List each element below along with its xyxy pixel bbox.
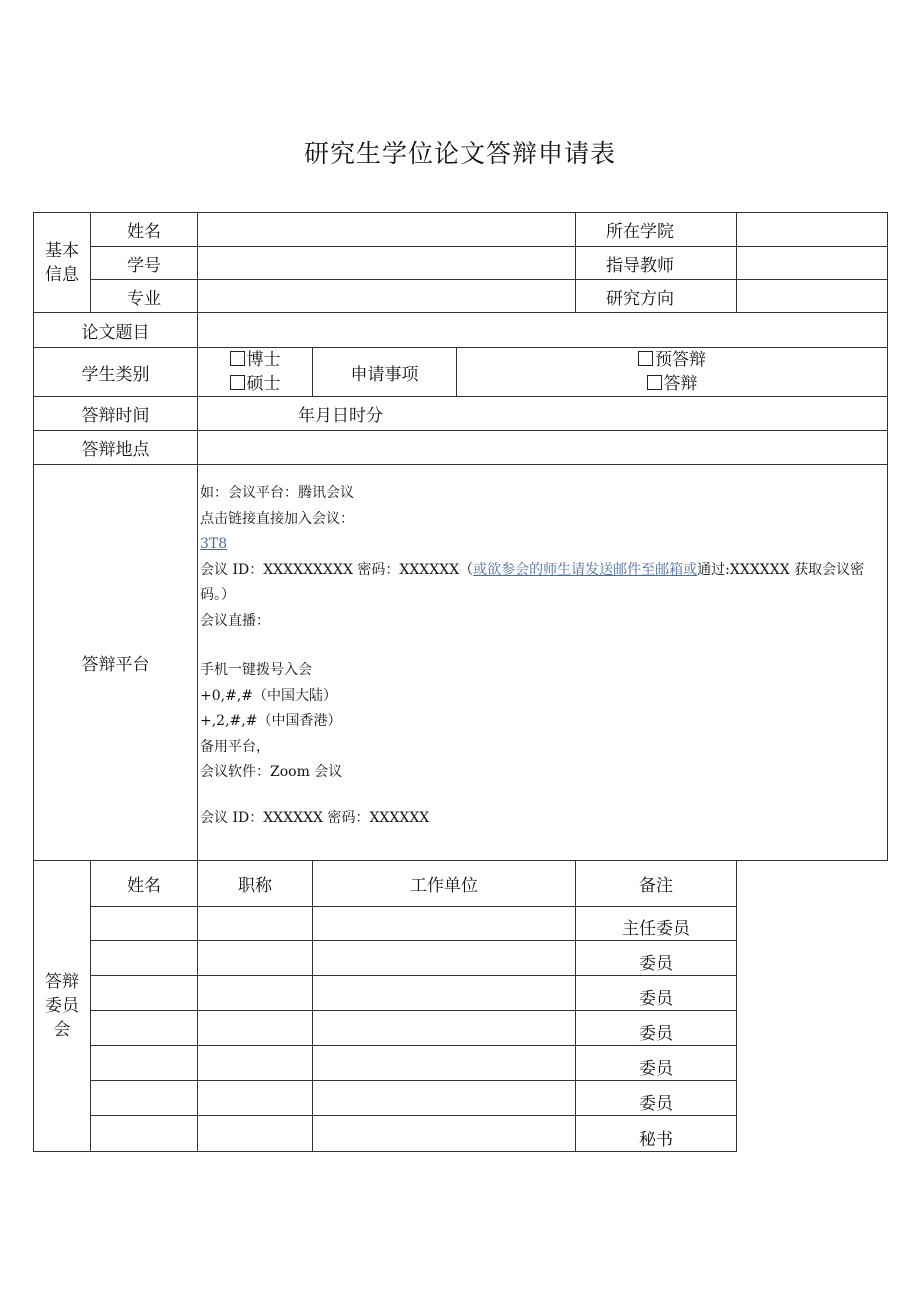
- meeting-link[interactable]: 3T8: [200, 536, 228, 552]
- platform-line: 点击链接直接加入会议：: [200, 510, 354, 527]
- committee-header-workplace: 工作单位: [313, 861, 576, 907]
- platform-line: 会议 ID：XXXXXX 密码：XXXXXX: [200, 809, 430, 826]
- member-name-field[interactable]: [91, 976, 198, 1011]
- committee-header-title: 职称: [198, 861, 313, 907]
- basic-info-label: 基本 信息: [34, 213, 91, 313]
- checkbox-icon[interactable]: [230, 351, 245, 366]
- member-role: 委员: [576, 1011, 737, 1046]
- defense-time-label: 答辩时间: [34, 397, 198, 431]
- advisor-label: 指导教师: [576, 247, 737, 280]
- member-title-field[interactable]: [198, 1081, 313, 1116]
- apply-item-options: [457, 348, 888, 397]
- application-form: [33, 212, 888, 1152]
- member-name-field[interactable]: [91, 1081, 198, 1116]
- research-direction-field[interactable]: [737, 280, 888, 313]
- member-role: 主任委员: [576, 907, 737, 941]
- research-direction-label: 研究方向: [576, 280, 737, 313]
- member-title-field[interactable]: [198, 941, 313, 976]
- member-name-field[interactable]: [91, 1011, 198, 1046]
- member-name-field[interactable]: [91, 1046, 198, 1081]
- member-name-field[interactable]: [91, 1116, 198, 1152]
- email-link[interactable]: 或欲参会的师生请发送邮件至邮箱或: [473, 561, 698, 578]
- option-pre-defense[interactable]: 预答辩: [457, 348, 887, 372]
- member-role: 委员: [576, 941, 737, 976]
- member-title-field[interactable]: [198, 1011, 313, 1046]
- platform-line: 如：会议平台：腾讯会议: [200, 485, 354, 501]
- member-workplace-field[interactable]: [313, 976, 576, 1011]
- member-title-field[interactable]: [198, 1046, 313, 1081]
- student-type-label: 学生类别: [34, 348, 198, 397]
- apply-item-label: 申请事项: [313, 348, 457, 397]
- thesis-title-label: 论文题目: [34, 313, 198, 348]
- thesis-title-field[interactable]: [198, 313, 888, 348]
- student-type-options: [198, 348, 313, 397]
- advisor-field[interactable]: [737, 247, 888, 280]
- member-title-field[interactable]: [198, 1116, 313, 1152]
- platform-line: 会议 ID：XXXXXXXXX 密码：XXXXXX（或欲参会的师生请发送邮件至邮箱或通过:XXXXXX 获取会议密码。）: [200, 561, 865, 603]
- defense-platform-field[interactable]: [198, 465, 888, 861]
- member-title-field[interactable]: [198, 907, 313, 941]
- platform-line: 会议直播：: [200, 612, 270, 629]
- option-master[interactable]: 硕士: [198, 372, 312, 396]
- name-label: 姓名: [91, 213, 198, 247]
- platform-line: +,2,#,#（中国香港）: [200, 713, 342, 729]
- checkbox-icon[interactable]: [230, 375, 245, 390]
- checkbox-icon[interactable]: [638, 351, 653, 366]
- member-workplace-field[interactable]: [313, 1116, 576, 1152]
- member-workplace-field[interactable]: [313, 907, 576, 941]
- committee-header-remark: 备注: [576, 861, 737, 907]
- member-workplace-field[interactable]: [313, 941, 576, 976]
- member-workplace-field[interactable]: [313, 1081, 576, 1116]
- defense-time-field[interactable]: 年月日时分: [198, 397, 888, 431]
- student-id-label: 学号: [91, 247, 198, 280]
- option-defense[interactable]: 答辩: [457, 372, 887, 396]
- college-label: 所在学院: [576, 213, 737, 247]
- name-field[interactable]: [198, 213, 576, 247]
- member-role: 委员: [576, 976, 737, 1011]
- member-role: 秘书: [576, 1116, 737, 1152]
- page-title: 研究生学位论文答辩申请表: [303, 139, 616, 168]
- committee-header-name: 姓名: [91, 861, 198, 907]
- member-role: 委员: [576, 1046, 737, 1081]
- major-label: 专业: [91, 280, 198, 313]
- platform-line: 会议软件：Zoom 会议: [200, 764, 343, 780]
- college-field[interactable]: [737, 213, 888, 247]
- member-workplace-field[interactable]: [313, 1011, 576, 1046]
- platform-line: 备用平台，: [200, 738, 270, 755]
- defense-place-field[interactable]: [198, 431, 888, 465]
- defense-platform-label: 答辩平台: [34, 465, 198, 861]
- platform-line: +0,#,#（中国大陆）: [200, 687, 337, 704]
- checkbox-icon[interactable]: [647, 375, 662, 390]
- member-workplace-field[interactable]: [313, 1046, 576, 1081]
- committee-label: 答辩 委员 会: [34, 861, 91, 1152]
- option-doctor[interactable]: 博士: [198, 348, 312, 372]
- platform-line: 手机一键拨号入会: [200, 662, 312, 678]
- major-field[interactable]: [198, 280, 576, 313]
- member-title-field[interactable]: [198, 976, 313, 1011]
- member-name-field[interactable]: [91, 941, 198, 976]
- member-role: 委员: [576, 1081, 737, 1116]
- student-id-field[interactable]: [198, 247, 576, 280]
- defense-place-label: 答辩地点: [34, 431, 198, 465]
- member-name-field[interactable]: [91, 907, 198, 941]
